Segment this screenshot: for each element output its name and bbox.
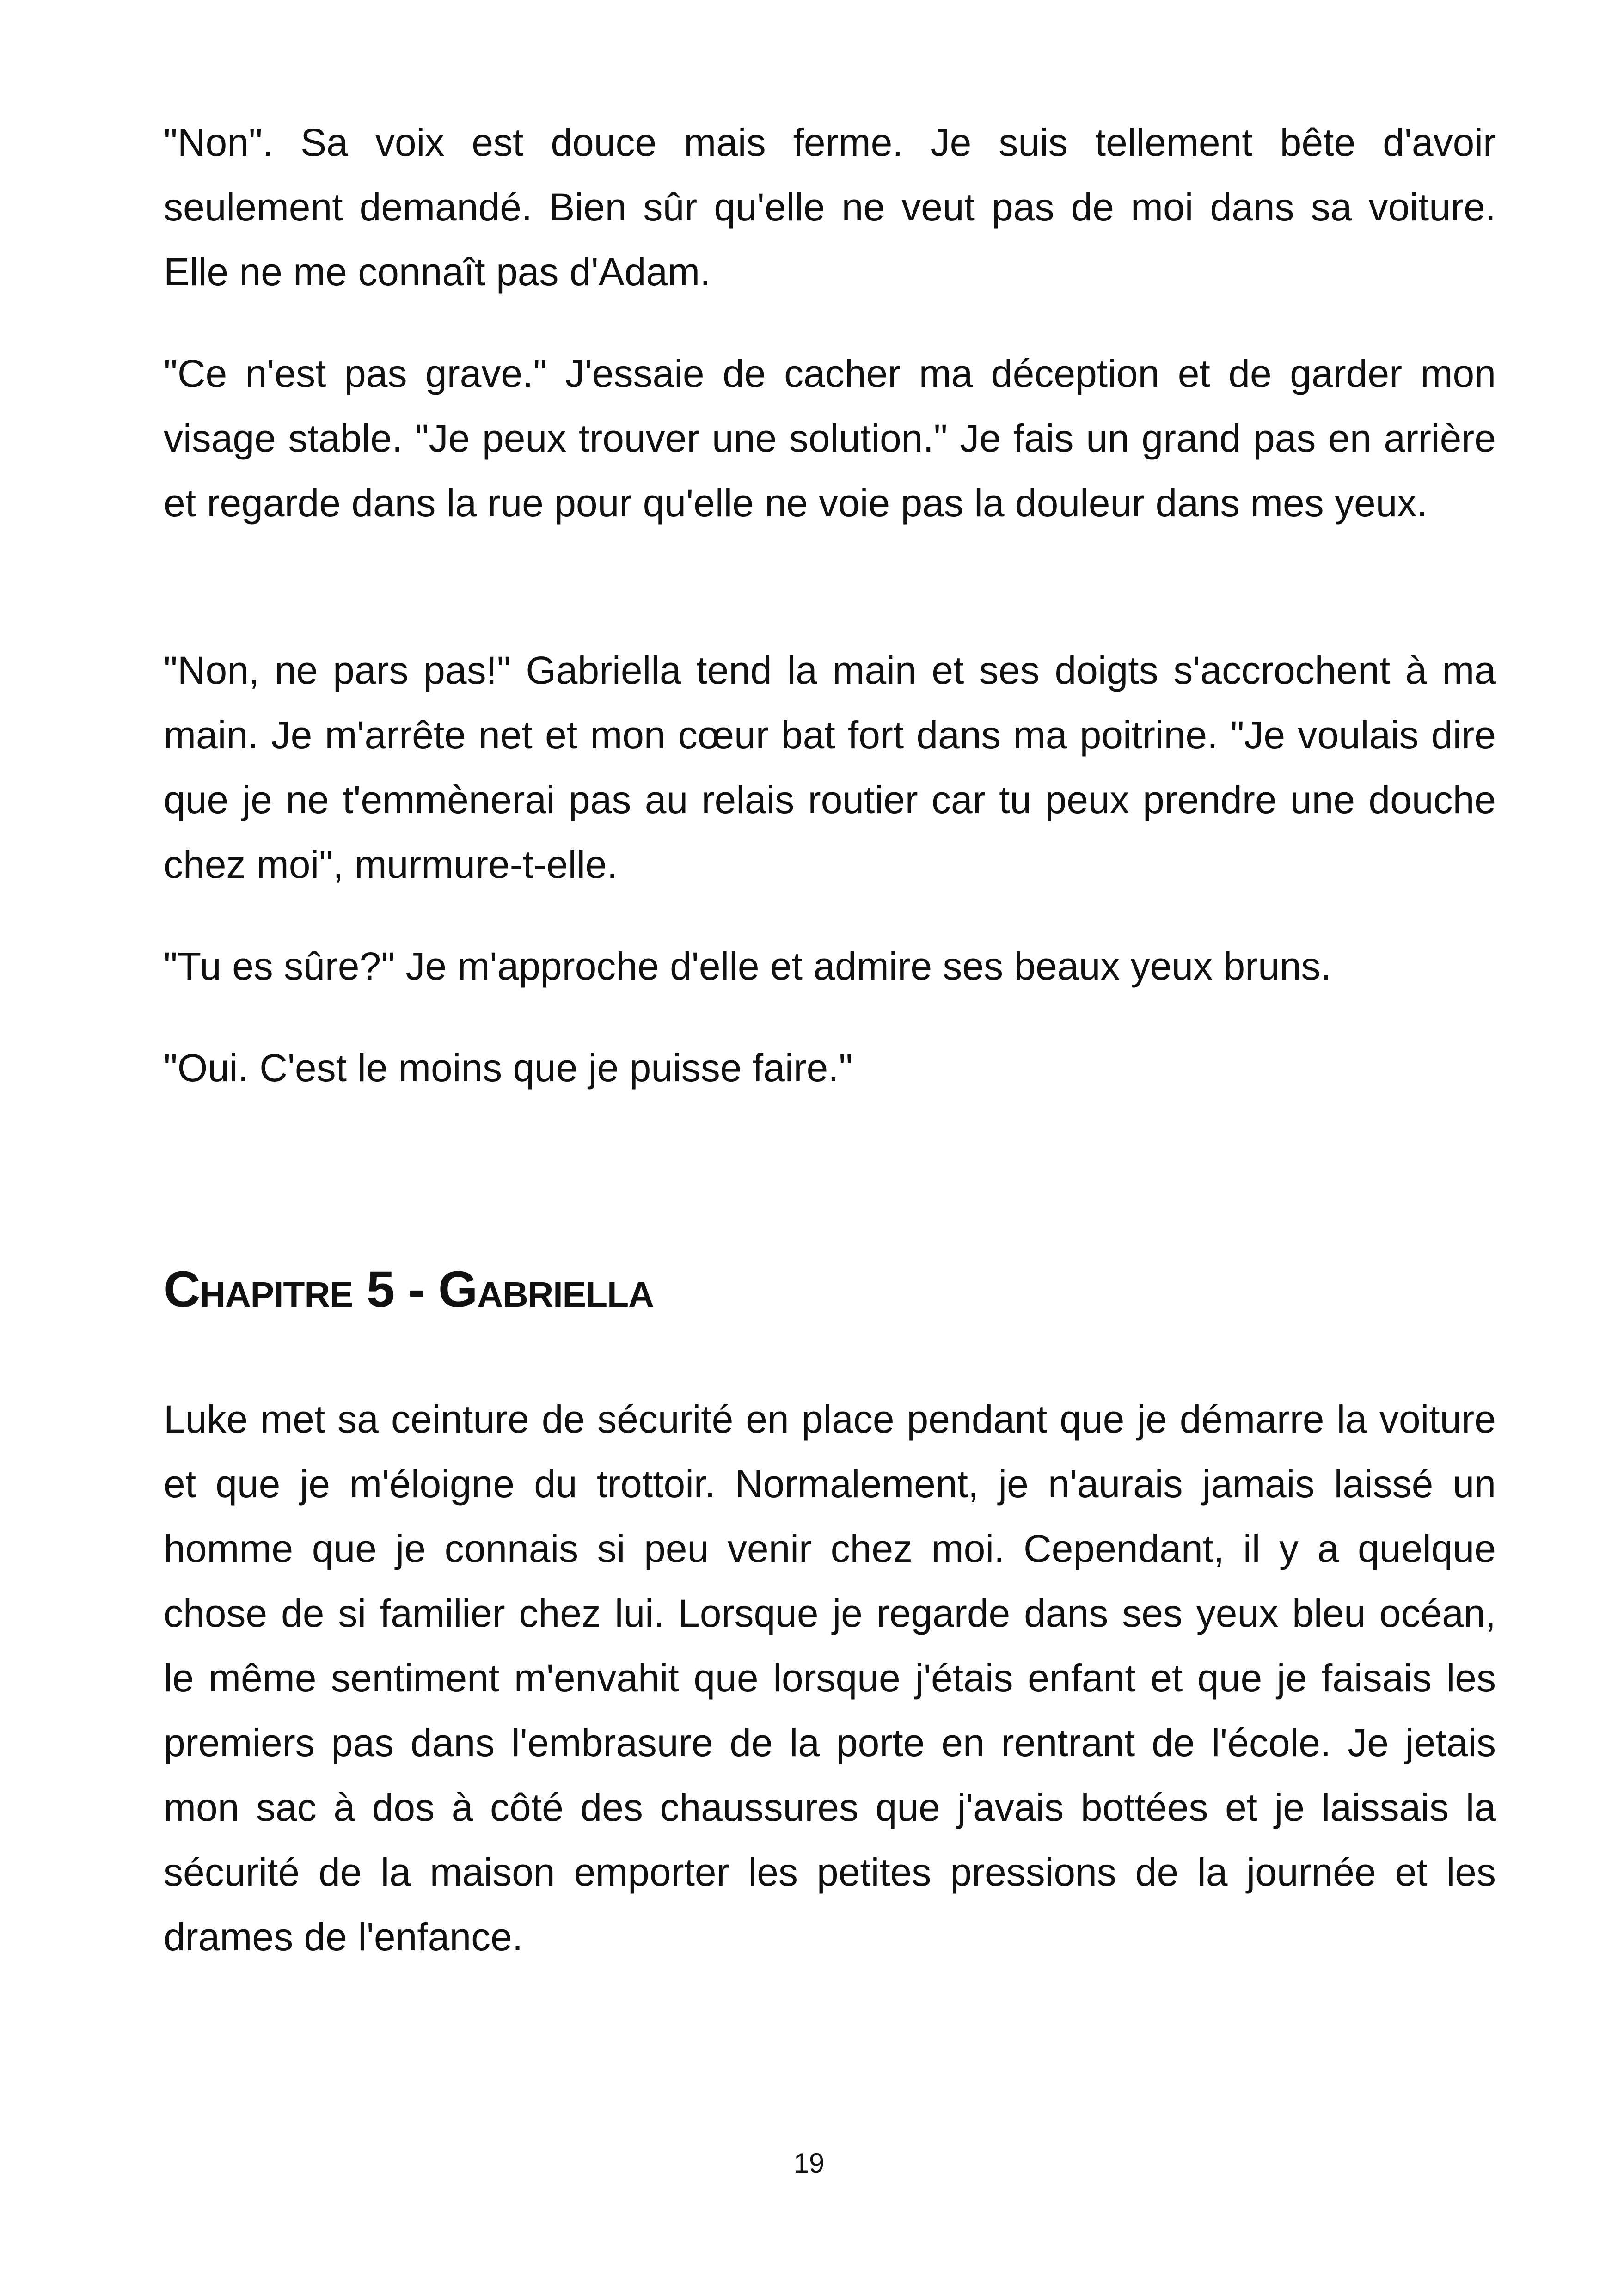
- paragraph: "Non". Sa voix est douce mais ferme. Je suis tellement bête d'avoir seulement demandé. Bien sûr qu'elle ne veut pas de moi dans sa voiture. Elle ne me connaît pas d'Adam.: [164, 121, 1496, 294]
- chapter-heading: Chapitre 5 - Gabriella: [164, 1261, 654, 1318]
- paragraph: "Tu es sûre?" Je m'approche d'elle et admire ses beaux yeux bruns.: [164, 944, 1331, 988]
- paragraph: Luke met sa ceinture de sécurité en place pendant que je démarre la voiture et que je m'éloigne du trottoir. Normalement, je n'aurais jamais laissé un homme que je connais si peu venir chez moi. Cependant, il y a quelque chose de si familier chez lui. Lorsque je regarde dans ses yeux bleu océan, le même sentiment m'envahit que lorsque j'étais enfant et que je faisais les premiers pas dans l'embrasure de la porte en rentrant de l'école. Je jetais mon sac à dos à côté des chaussures que j'avais bottées et je laissais la sécurité de la maison emporter les petites pressions de la journée et les drames de l'enfance.: [164, 1397, 1496, 1959]
- paragraph: "Oui. C'est le moins que je puisse faire.": [164, 1046, 853, 1090]
- page-number: 19: [793, 2148, 825, 2179]
- paragraph: "Non, ne pars pas!" Gabriella tend la main et ses doigts s'accrochent à ma main. Je m'arrête net et mon cœur bat fort dans ma poitrine. "Je voulais dire que je ne t'emmènerai pas au relais routier car tu peux prendre une douche chez moi", murmure-t-elle.: [164, 649, 1496, 886]
- paragraph: "Ce n'est pas grave." J'essaie de cacher ma déception et de garder mon visage stable. "Je peux trouver une solution." Je fais un grand pas en arrière et regarde dans la rue pour qu'elle ne voie pas la douleur dans mes yeux.: [164, 352, 1496, 525]
